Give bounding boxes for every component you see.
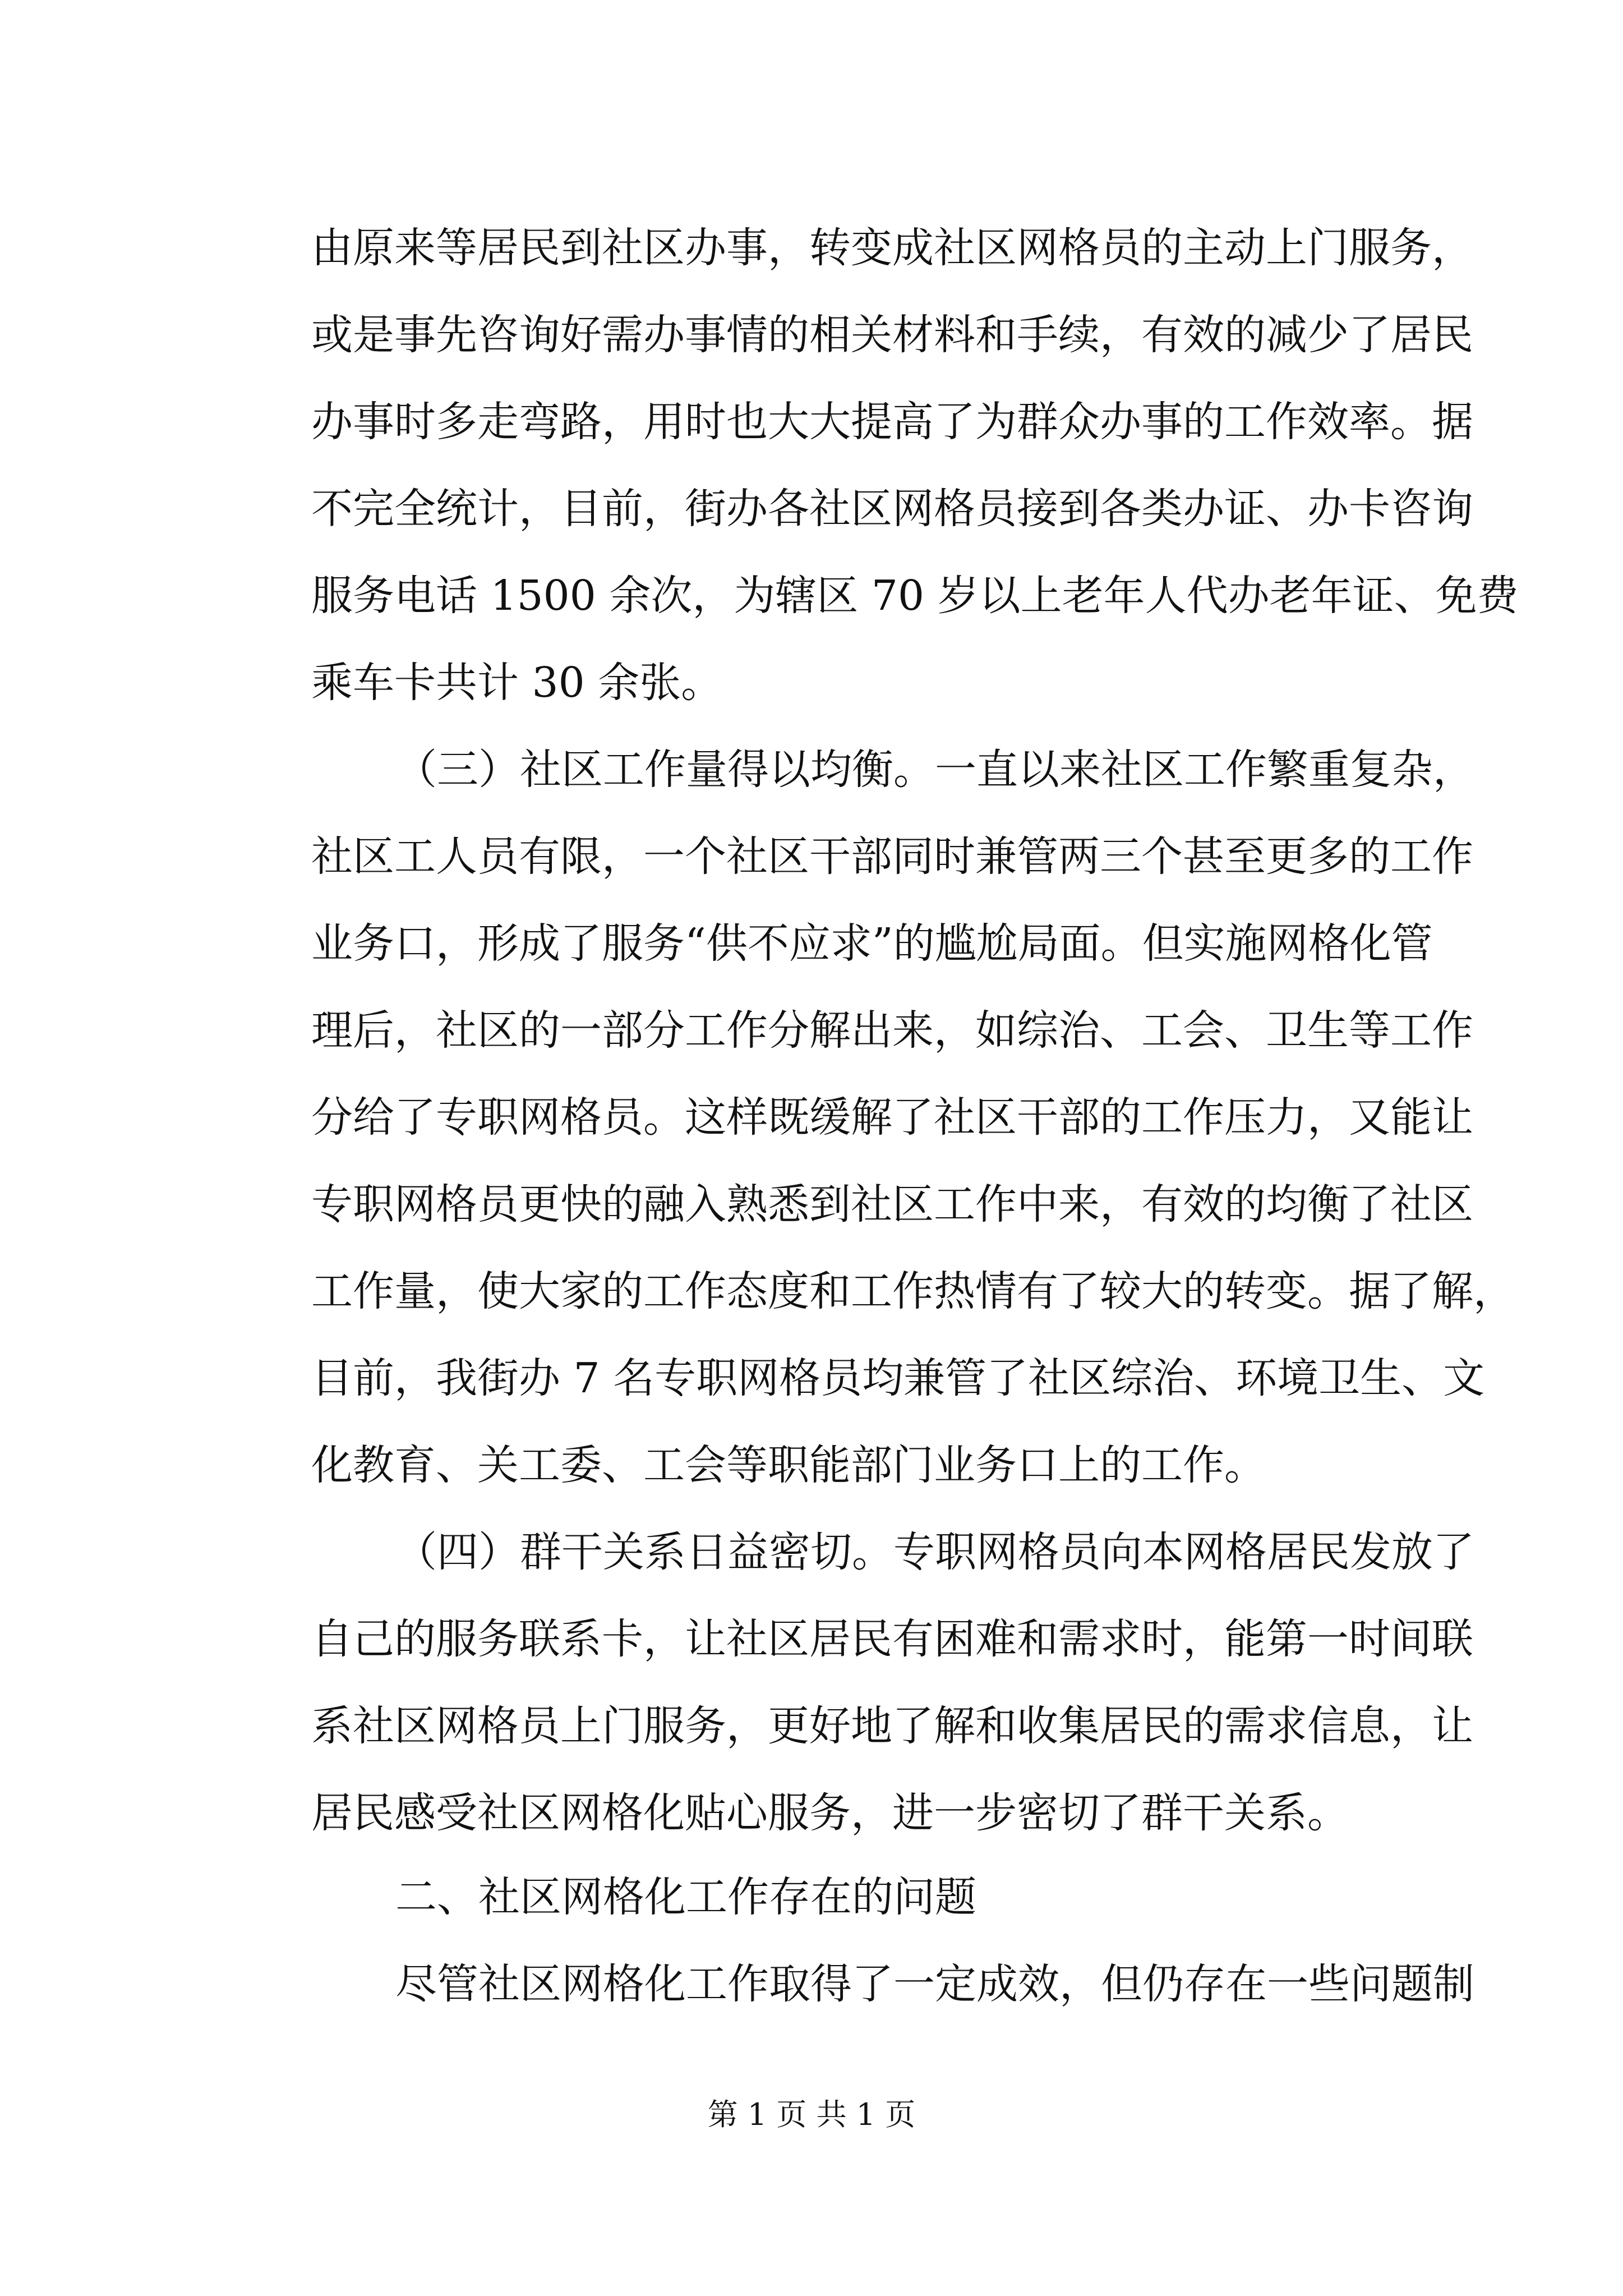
text-line: 系社区网格员上门服务，更好地了解和收集居民的需求信息，让 [311, 1702, 1473, 1750]
text-line: 自己的服务联系卡，让社区居民有困难和需求时，能第一时间联 [311, 1615, 1473, 1663]
text-line: 工作量，使大家的工作态度和工作热情有了较大的转变。据了解， [311, 1267, 1515, 1315]
paragraph-first-line: （四）群干关系日益密切。专职网格员向本网格居民发放了 [395, 1528, 1474, 1576]
text-line: 或是事先咨询好需办事情的相关材料和手续，有效的减少了居民 [311, 311, 1473, 359]
text-line: 化教育、关工委、工会等职能部门业务口上的工作。 [311, 1441, 1266, 1489]
text-line: 居民感受社区网格化贴心服务，进一步密切了群干关系。 [311, 1789, 1349, 1837]
text-line: 由原来等居民到社区办事，转变成社区网格员的主动上门服务， [311, 224, 1473, 272]
text-line: 理后，社区的一部分工作分解出来，如综治、工会、卫生等工作 [311, 1006, 1473, 1055]
paragraph-first-line: （三）社区工作量得以均衡。一直以来社区工作繁重复杂， [395, 746, 1474, 794]
text-line: 目前，我街办 7 名专职网格员均兼管了社区综治、环境卫生、文 [311, 1354, 1485, 1402]
text-line: 专职网格员更快的融入熟悉到社区工作中来，有效的均衡了社区 [311, 1180, 1473, 1228]
page-footer: 第 1 页 共 1 页 [707, 2097, 916, 2132]
text-line: 服务电话 1500 余次，为辖区 70 岁以上老年人代办老年证、免费 [311, 572, 1519, 620]
text-line: 不完全统计，目前，街办各社区网格员接到各类办证、办卡咨询 [311, 485, 1473, 533]
text-line: 业务口，形成了服务“供不应求”的尴尬局面。但实施网格化管 [311, 919, 1433, 968]
paragraph-first-line: 尽管社区网格化工作取得了一定成效，但仍存在一些问题制 [395, 1960, 1474, 2008]
text-line: 乘车卡共计 30 余张。 [311, 659, 723, 707]
section-heading: 二、社区网格化工作存在的问题 [395, 1873, 976, 1921]
text-line: 办事时多走弯路，用时也大大提高了为群众办事的工作效率。据 [311, 398, 1473, 446]
text-line: 分给了专职网格员。这样既缓解了社区干部的工作压力，又能让 [311, 1093, 1473, 1142]
text-line: 社区工人员有限，一个社区干部同时兼管两三个甚至更多的工作 [311, 832, 1473, 881]
